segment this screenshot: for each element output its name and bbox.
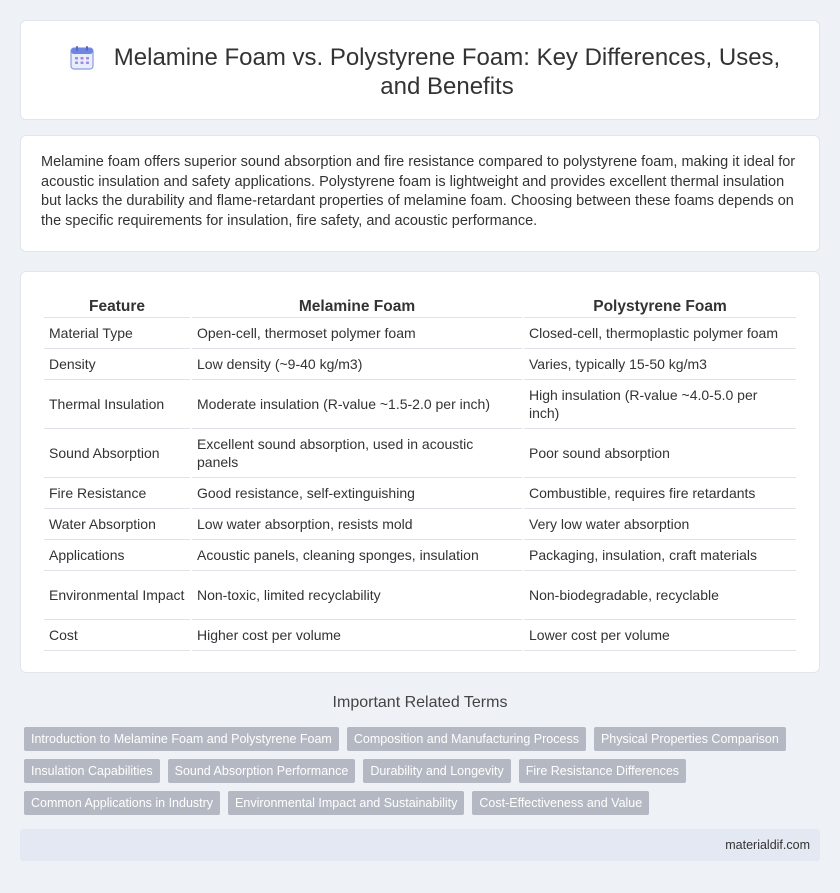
related-tag[interactable]: Insulation Capabilities (24, 759, 160, 783)
table-row (44, 620, 796, 651)
feature-cell: Cost (44, 620, 190, 651)
feature-cell: Thermal Insulation (44, 380, 190, 429)
summary-card (20, 135, 820, 252)
polystyrene-cell: Poor sound absorption (524, 429, 796, 478)
header-polystyrene: Polystyrene Foam (524, 296, 796, 318)
related-tag[interactable]: Durability and Longevity (363, 759, 510, 783)
polystyrene-cell: Packaging, insulation, craft materials (524, 540, 796, 571)
related-tag[interactable]: Cost-Effectiveness and Value (472, 791, 649, 815)
table-row (44, 380, 796, 429)
table-row (44, 478, 796, 509)
table-card (20, 271, 820, 673)
related-tag[interactable]: Sound Absorption Performance (168, 759, 356, 783)
header-melamine: Melamine Foam (192, 296, 522, 318)
table-row (44, 349, 796, 380)
melamine-cell: Low water absorption, resists mold (192, 509, 522, 540)
melamine-cell: Low density (~9-40 kg/m3) (192, 349, 522, 380)
polystyrene-cell: Non-biodegradable, recyclable (524, 571, 796, 620)
related-tags (24, 727, 804, 823)
melamine-cell: Non-toxic, limited recyclability (192, 571, 522, 620)
table-header-row (44, 296, 796, 318)
melamine-cell: Moderate insulation (R-value ~1.5-2.0 per inch) (192, 380, 522, 429)
melamine-cell: Open-cell, thermoset polymer foam (192, 318, 522, 349)
melamine-cell: Good resistance, self-extinguishing (192, 478, 522, 509)
table-row (44, 509, 796, 540)
related-tag[interactable]: Introduction to Melamine Foam and Polystyrene Foam (24, 727, 339, 751)
polystyrene-cell: Varies, typically 15-50 kg/m3 (524, 349, 796, 380)
polystyrene-cell: Lower cost per volume (524, 620, 796, 651)
feature-cell: Density (44, 349, 190, 380)
comparison-table (42, 296, 798, 651)
summary-text: Melamine foam offers superior sound absorption and fire resistance compared to polystyrene foam, making it ideal for acoustic insulation and safety applications. Polystyrene foam is lightweight and provides excellent thermal insulation but lacks the durability and flame-retardant properties of melamine foam. Choosing between these foams depends on the specific requirements for insulation, fire safety, and acoustic performance. (41, 154, 796, 229)
page-title: Melamine Foam vs. Polystyrene Foam: Key Differences, Uses, and Benefits (113, 44, 781, 100)
table-row (44, 318, 796, 349)
related-tag[interactable]: Composition and Manufacturing Process (347, 727, 586, 751)
feature-cell: Applications (44, 540, 190, 571)
tag-row (24, 759, 804, 783)
footer-site-link[interactable]: materialdif.com (725, 838, 810, 852)
polystyrene-cell: High insulation (R-value ~4.0-5.0 per inch) (524, 380, 796, 429)
feature-cell: Fire Resistance (44, 478, 190, 509)
calendar-icon (69, 45, 95, 71)
footer (20, 829, 820, 861)
header-card (20, 20, 820, 120)
feature-cell: Sound Absorption (44, 429, 190, 478)
feature-cell: Water Absorption (44, 509, 190, 540)
melamine-cell: Excellent sound absorption, used in acoustic panels (192, 429, 522, 478)
related-tag[interactable]: Fire Resistance Differences (519, 759, 686, 783)
related-tag[interactable]: Physical Properties Comparison (594, 727, 786, 751)
melamine-cell: Higher cost per volume (192, 620, 522, 651)
polystyrene-cell: Very low water absorption (524, 509, 796, 540)
feature-cell: Environmental Impact (44, 571, 190, 620)
feature-cell: Material Type (44, 318, 190, 349)
related-terms-title: Important Related Terms (332, 694, 508, 711)
tag-row (24, 791, 804, 815)
related-tag[interactable]: Common Applications in Industry (24, 791, 220, 815)
table-row (44, 429, 796, 478)
melamine-cell: Acoustic panels, cleaning sponges, insulation (192, 540, 522, 571)
polystyrene-cell: Combustible, requires fire retardants (524, 478, 796, 509)
tag-row (24, 727, 804, 751)
polystyrene-cell: Closed-cell, thermoplastic polymer foam (524, 318, 796, 349)
table-row (44, 540, 796, 571)
header-feature: Feature (44, 296, 190, 318)
related-tag[interactable]: Environmental Impact and Sustainability (228, 791, 464, 815)
table-row (44, 571, 796, 620)
